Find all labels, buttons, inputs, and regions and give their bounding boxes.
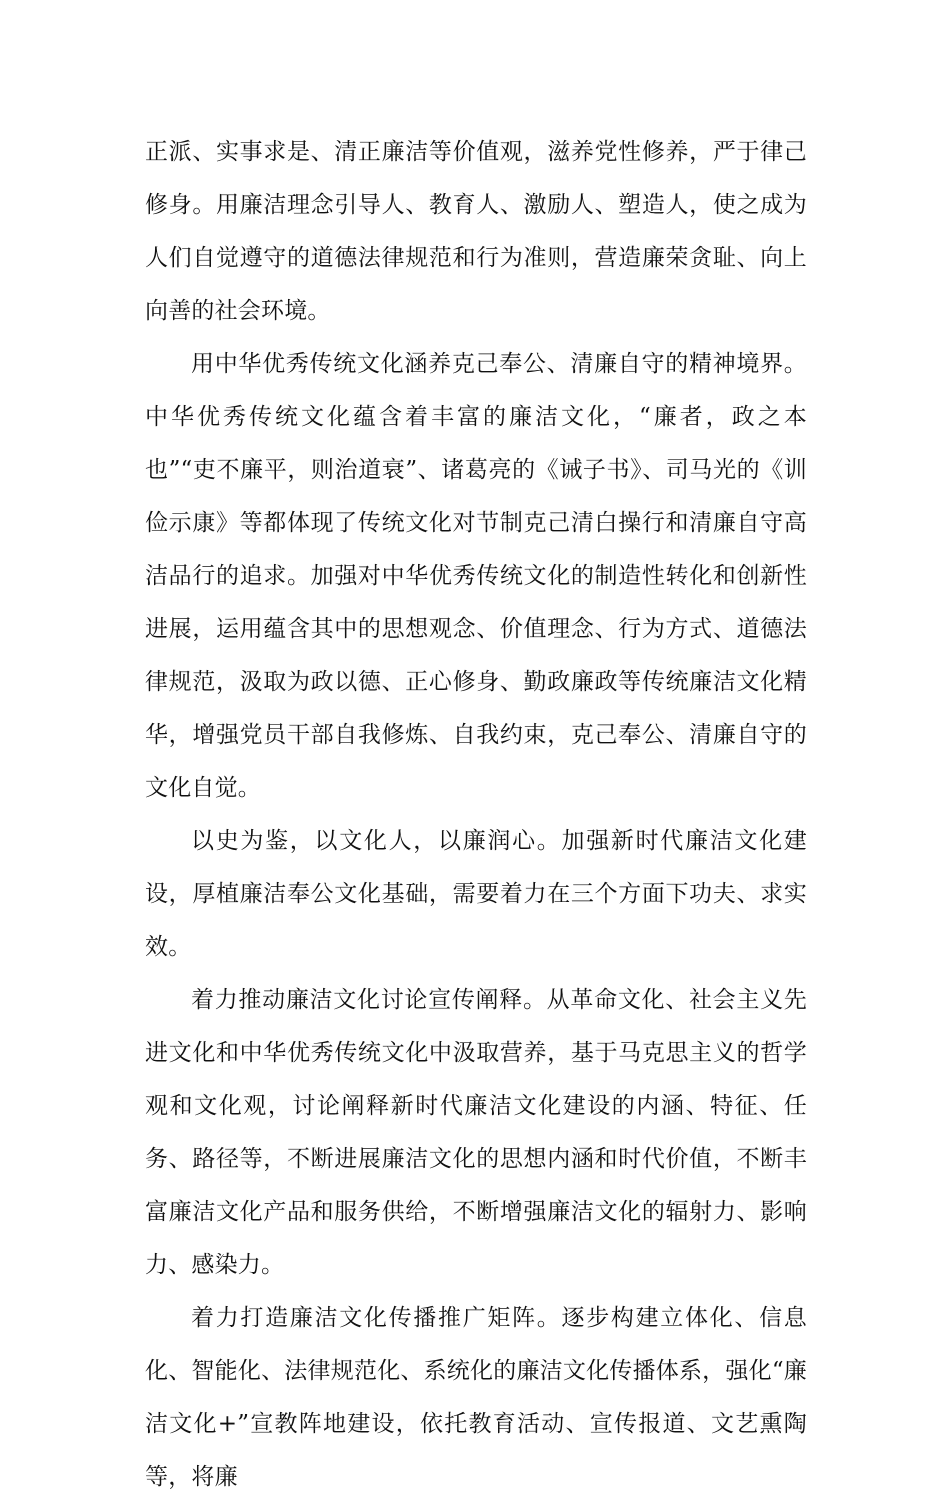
document-body bbox=[145, 126, 807, 1504]
paragraph-1: 正派、实事求是、清正廉洁等价值观，滋养党性修养，严于律己修身。用廉洁理念引导人、教育人、激励人、塑造人，使之成为人们自觉遵守的道德法律规范和行为准则，营造廉荣贪耻、向上向善的社会环境。 bbox=[145, 139, 807, 324]
paragraph-2: 用中华优秀传统文化涵养克己奉公、清廉自守的精神境界。中华优秀传统文化蕴含着丰富的廉洁文化，“廉者，政之本也”“吏不廉平，则治道衰”、诸葛亮的《诫子书》、司马光的《训俭示康》等都体现了传统文化对节制克己清白操行和清廉自守高洁品行的追求。加强对中华优秀传统文化的制造性转化和创新性进展，运用蕴含其中的思想观念、价值理念、行为方式、道德法律规范，汲取为政以德、正心修身、勤政廉政等传统廉洁文化精华，增强党员干部自我修炼、自我约束，克己奉公、清廉自守的文化自觉。 bbox=[145, 351, 807, 801]
paragraph-3: 以史为鉴，以文化人，以廉润心。加强新时代廉洁文化建设，厚植廉洁奉公文化基础，需要着力在三个方面下功夫、求实效。 bbox=[145, 828, 807, 960]
paragraph-5: 着力打造廉洁文化传播推广矩阵。逐步构建立体化、信息化、智能化、法律规范化、系统化的廉洁文化传播体系，强化“廉洁文化+”宣教阵地建设，依托教育活动、宣传报道、文艺熏陶等，将廉 bbox=[145, 1305, 807, 1490]
paragraph-4: 着力推动廉洁文化讨论宣传阐释。从革命文化、社会主义先进文化和中华优秀传统文化中汲取营养，基于马克思主义的哲学观和文化观，讨论阐释新时代廉洁文化建设的内涵、特征、任务、路径等，不断进展廉洁文化的思想内涵和时代价值，不断丰富廉洁文化产品和服务供给，不断增强廉洁文化的辐射力、影响力、感染力。 bbox=[145, 987, 807, 1278]
